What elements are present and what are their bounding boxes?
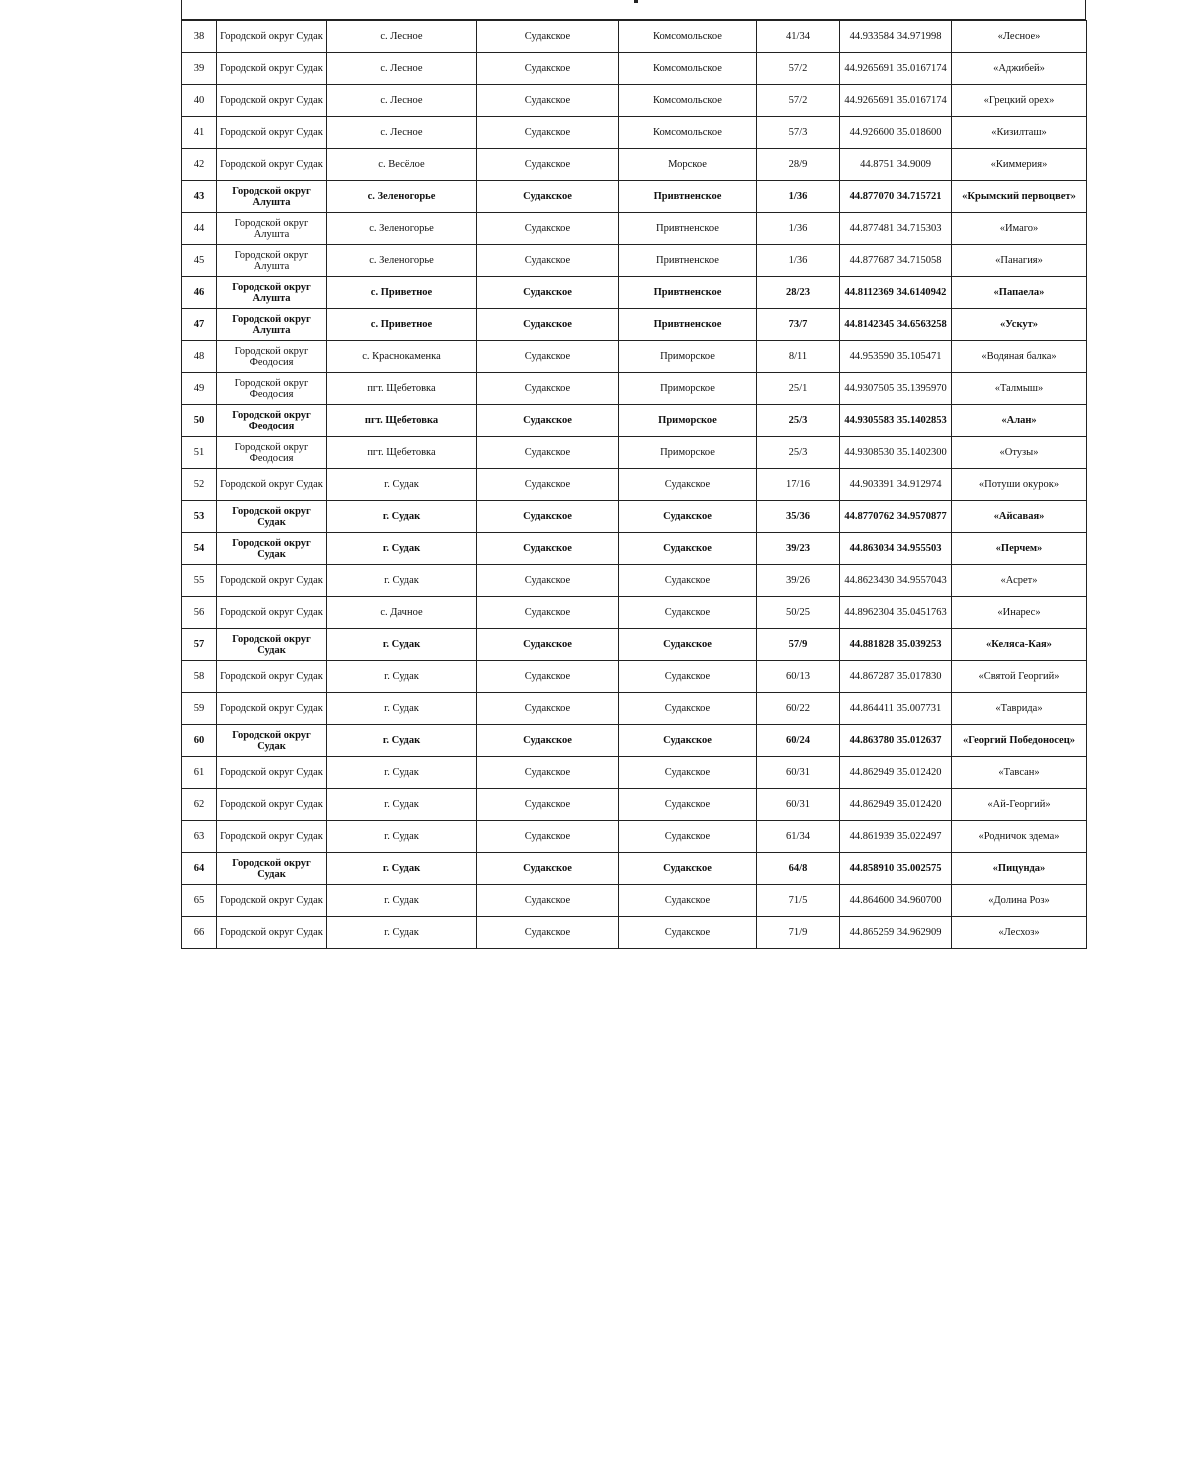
cell-forestry: Судакское [619,565,757,597]
cell-settlement: г. Судак [327,917,477,949]
cell-number: 57 [182,629,217,661]
table-row [182,53,1087,85]
cell-forest-area: Судакское [477,277,619,309]
cell-forestry: Судакское [619,597,757,629]
cell-quarter: 71/5 [757,885,840,917]
cell-number: 51 [182,437,217,469]
cell-object-name: «Тавсан» [952,757,1087,789]
cell-object-name: «Аджибей» [952,53,1087,85]
cell-quarter: 57/2 [757,53,840,85]
cell-district: Городской округ Судак [217,533,327,565]
cell-forest-area: Судакское [477,309,619,341]
cell-quarter: 64/8 [757,853,840,885]
cell-forestry: Привтненское [619,309,757,341]
cell-forest-area: Судакское [477,405,619,437]
cell-forestry: Судакское [619,917,757,949]
cell-district: Городской округ Алушта [217,309,327,341]
cell-district: Городской округ Судак [217,661,327,693]
table-row [182,661,1087,693]
table-row [182,597,1087,629]
cell-settlement: с. Лесное [327,53,477,85]
cell-district: Городской округ Судак [217,85,327,117]
cell-forest-area: Судакское [477,789,619,821]
cell-forestry: Приморское [619,405,757,437]
cell-district: Городской округ Судак [217,501,327,533]
cell-settlement: г. Судак [327,789,477,821]
cell-quarter: 41/34 [757,21,840,53]
cell-district: Городской округ Феодосия [217,373,327,405]
cell-district: Городской округ Судак [217,885,327,917]
cell-settlement: с. Краснокаменка [327,341,477,373]
cell-quarter: 57/2 [757,85,840,117]
cell-number: 42 [182,149,217,181]
cell-quarter: 28/9 [757,149,840,181]
cell-number: 62 [182,789,217,821]
cell-coordinates: 44.9308530 35.1402300 [840,437,952,469]
table-row [182,533,1087,565]
cell-number: 43 [182,181,217,213]
cell-forest-area: Судакское [477,757,619,789]
cell-quarter: 39/26 [757,565,840,597]
cell-quarter: 60/31 [757,757,840,789]
cell-number: 64 [182,853,217,885]
cell-forestry: Судакское [619,757,757,789]
cell-forest-area: Судакское [477,469,619,501]
cell-coordinates: 44.881828 35.039253 [840,629,952,661]
cell-quarter: 1/36 [757,245,840,277]
cell-coordinates: 44.863034 34.955503 [840,533,952,565]
cell-number: 44 [182,213,217,245]
cell-number: 61 [182,757,217,789]
cell-object-name: «Долина Роз» [952,885,1087,917]
cell-district: Городской округ Судак [217,789,327,821]
cell-number: 55 [182,565,217,597]
cell-number: 59 [182,693,217,725]
cell-forestry: Привтненское [619,181,757,213]
cell-number: 54 [182,533,217,565]
cell-quarter: 39/23 [757,533,840,565]
cell-settlement: с. Приветное [327,277,477,309]
cell-forestry: Судакское [619,469,757,501]
table-row [182,373,1087,405]
cell-object-name: «Родничок здема» [952,821,1087,853]
cell-number: 49 [182,373,217,405]
cell-coordinates: 44.864411 35.007731 [840,693,952,725]
cell-forest-area: Судакское [477,85,619,117]
cell-settlement: г. Судак [327,469,477,501]
cell-district: Городской округ Судак [217,53,327,85]
cell-settlement: г. Судак [327,629,477,661]
table-row [182,565,1087,597]
cell-district: Городской округ Судак [217,565,327,597]
cell-object-name: «Водяная балка» [952,341,1087,373]
cell-settlement: г. Судак [327,885,477,917]
cell-number: 52 [182,469,217,501]
table-row [182,21,1087,53]
cell-forestry: Комсомольское [619,53,757,85]
cell-coordinates: 44.933584 34.971998 [840,21,952,53]
cell-forestry: Судакское [619,629,757,661]
cell-settlement: с. Зеленогорье [327,245,477,277]
cell-coordinates: 44.926600 35.018600 [840,117,952,149]
cell-coordinates: 44.903391 34.912974 [840,469,952,501]
cell-quarter: 25/3 [757,405,840,437]
cell-quarter: 57/3 [757,117,840,149]
cell-forestry: Судакское [619,853,757,885]
cell-object-name: «Лесное» [952,21,1087,53]
cell-settlement: пгт. Щебетовка [327,405,477,437]
cell-number: 63 [182,821,217,853]
cell-forest-area: Судакское [477,117,619,149]
cell-district: Городской округ Судак [217,821,327,853]
cell-settlement: с. Зеленогорье [327,181,477,213]
cell-settlement: г. Судак [327,821,477,853]
previous-page-table-edge [181,0,1086,20]
cell-object-name: «Инарес» [952,597,1087,629]
cell-quarter: 71/9 [757,917,840,949]
table-row [182,501,1087,533]
cell-forest-area: Судакское [477,917,619,949]
cell-forestry: Комсомольское [619,117,757,149]
cell-coordinates: 44.9265691 35.0167174 [840,53,952,85]
table-row [182,213,1087,245]
cell-quarter: 60/24 [757,725,840,757]
cell-settlement: с. Весёлое [327,149,477,181]
cell-object-name: «Кизилташ» [952,117,1087,149]
table-row [182,181,1087,213]
cell-number: 65 [182,885,217,917]
cell-coordinates: 44.863780 35.012637 [840,725,952,757]
cell-number: 45 [182,245,217,277]
cell-quarter: 61/34 [757,821,840,853]
cell-forestry: Судакское [619,693,757,725]
cell-coordinates: 44.867287 35.017830 [840,661,952,693]
cell-object-name: «Грецкий орех» [952,85,1087,117]
cell-number: 46 [182,277,217,309]
cell-coordinates: 44.953590 35.105471 [840,341,952,373]
cell-coordinates: 44.8142345 34.6563258 [840,309,952,341]
cell-forest-area: Судакское [477,501,619,533]
cell-quarter: 60/13 [757,661,840,693]
table-row [182,885,1087,917]
registry-table [181,20,1087,949]
cell-district: Городской округ Алушта [217,213,327,245]
cell-settlement: с. Лесное [327,21,477,53]
table-row [182,629,1087,661]
cell-number: 47 [182,309,217,341]
cell-forestry: Комсомольское [619,85,757,117]
cell-settlement: с. Дачное [327,597,477,629]
table-row [182,789,1087,821]
cell-forestry: Судакское [619,533,757,565]
cell-object-name: «Имаго» [952,213,1087,245]
cell-object-name: «Святой Георгий» [952,661,1087,693]
cell-settlement: г. Судак [327,661,477,693]
cell-object-name: «Отузы» [952,437,1087,469]
cell-district: Городской округ Алушта [217,181,327,213]
cell-forest-area: Судакское [477,661,619,693]
table-row [182,117,1087,149]
cell-object-name: «Ай-Георгий» [952,789,1087,821]
cell-forest-area: Судакское [477,21,619,53]
cell-forestry: Привтненское [619,277,757,309]
table-row [182,821,1087,853]
cell-object-name: «Панагия» [952,245,1087,277]
cell-number: 39 [182,53,217,85]
cell-coordinates: 44.8770762 34.9570877 [840,501,952,533]
table-row [182,309,1087,341]
cell-object-name: «Алан» [952,405,1087,437]
cell-object-name: «Георгий Победоносец» [952,725,1087,757]
cell-object-name: «Папаела» [952,277,1087,309]
cell-settlement: г. Судак [327,853,477,885]
cell-settlement: г. Судак [327,501,477,533]
cell-forest-area: Судакское [477,245,619,277]
cell-number: 60 [182,725,217,757]
cell-settlement: г. Судак [327,565,477,597]
table-row [182,149,1087,181]
cell-object-name: «Лесхоз» [952,917,1087,949]
table-row [182,277,1087,309]
cell-forestry: Судакское [619,885,757,917]
cell-coordinates: 44.865259 34.962909 [840,917,952,949]
cell-forest-area: Судакское [477,597,619,629]
table-row [182,469,1087,501]
cell-coordinates: 44.858910 35.002575 [840,853,952,885]
cell-object-name: «Ускут» [952,309,1087,341]
cell-forestry: Приморское [619,373,757,405]
cell-forestry: Судакское [619,725,757,757]
cell-district: Городской округ Судак [217,629,327,661]
cell-settlement: г. Судак [327,725,477,757]
cell-district: Городской округ Судак [217,597,327,629]
cell-forest-area: Судакское [477,373,619,405]
cell-district: Городской округ Судак [217,469,327,501]
cell-coordinates: 44.8962304 35.0451763 [840,597,952,629]
cell-number: 58 [182,661,217,693]
registry-table-body [182,21,1087,949]
cell-coordinates: 44.9265691 35.0167174 [840,85,952,117]
cell-district: Городской округ Феодосия [217,341,327,373]
cell-settlement: г. Судак [327,757,477,789]
table-row [182,693,1087,725]
table-row [182,341,1087,373]
cell-district: Городской округ Судак [217,917,327,949]
table-row [182,757,1087,789]
cell-coordinates: 44.8751 34.9009 [840,149,952,181]
cell-number: 50 [182,405,217,437]
cell-coordinates: 44.864600 34.960700 [840,885,952,917]
cell-settlement: с. Лесное [327,85,477,117]
cell-district: Городской округ Судак [217,725,327,757]
page-mark [634,0,638,3]
cell-object-name: «Перчем» [952,533,1087,565]
table-row [182,245,1087,277]
cell-coordinates: 44.9305583 35.1402853 [840,405,952,437]
cell-number: 38 [182,21,217,53]
cell-forestry: Привтненское [619,213,757,245]
cell-coordinates: 44.9307505 35.1395970 [840,373,952,405]
cell-settlement: г. Судак [327,693,477,725]
cell-quarter: 1/36 [757,181,840,213]
cell-forestry: Судакское [619,661,757,693]
cell-forestry: Приморское [619,341,757,373]
cell-object-name: «Таврида» [952,693,1087,725]
cell-object-name: «Талмыш» [952,373,1087,405]
cell-quarter: 57/9 [757,629,840,661]
cell-forest-area: Судакское [477,565,619,597]
table-row [182,725,1087,757]
cell-number: 66 [182,917,217,949]
table-row [182,853,1087,885]
cell-quarter: 50/25 [757,597,840,629]
cell-settlement: пгт. Щебетовка [327,437,477,469]
cell-quarter: 1/36 [757,213,840,245]
cell-forest-area: Судакское [477,693,619,725]
cell-number: 56 [182,597,217,629]
cell-quarter: 25/3 [757,437,840,469]
cell-forestry: Привтненское [619,245,757,277]
cell-forestry: Судакское [619,789,757,821]
cell-coordinates: 44.8112369 34.6140942 [840,277,952,309]
cell-district: Городской округ Феодосия [217,437,327,469]
cell-district: Городской округ Судак [217,853,327,885]
cell-forest-area: Судакское [477,53,619,85]
cell-district: Городской округ Алушта [217,245,327,277]
table-row [182,437,1087,469]
cell-coordinates: 44.877070 34.715721 [840,181,952,213]
cell-forest-area: Судакское [477,437,619,469]
cell-district: Городской округ Алушта [217,277,327,309]
table-row [182,917,1087,949]
cell-forest-area: Судакское [477,885,619,917]
cell-number: 48 [182,341,217,373]
table-row [182,405,1087,437]
cell-object-name: «Асрет» [952,565,1087,597]
cell-forestry: Комсомольское [619,21,757,53]
cell-forest-area: Судакское [477,149,619,181]
cell-quarter: 25/1 [757,373,840,405]
cell-quarter: 28/23 [757,277,840,309]
cell-forestry: Морское [619,149,757,181]
cell-settlement: с. Зеленогорье [327,213,477,245]
cell-forest-area: Судакское [477,821,619,853]
cell-forest-area: Судакское [477,181,619,213]
cell-district: Городской округ Судак [217,149,327,181]
cell-coordinates: 44.862949 35.012420 [840,757,952,789]
cell-object-name: «Келяса-Кая» [952,629,1087,661]
cell-forestry: Приморское [619,437,757,469]
cell-district: Городской округ Судак [217,117,327,149]
cell-settlement: г. Судак [327,533,477,565]
cell-forestry: Судакское [619,501,757,533]
cell-coordinates: 44.877687 34.715058 [840,245,952,277]
cell-settlement: с. Лесное [327,117,477,149]
cell-object-name: «Пицунда» [952,853,1087,885]
cell-quarter: 17/16 [757,469,840,501]
cell-forest-area: Судакское [477,213,619,245]
cell-quarter: 73/7 [757,309,840,341]
cell-district: Городской округ Судак [217,21,327,53]
cell-object-name: «Потуши окурок» [952,469,1087,501]
cell-district: Городской округ Судак [217,693,327,725]
cell-forestry: Судакское [619,821,757,853]
table-row [182,85,1087,117]
cell-object-name: «Киммерия» [952,149,1087,181]
cell-number: 53 [182,501,217,533]
cell-coordinates: 44.861939 35.022497 [840,821,952,853]
cell-forest-area: Судакское [477,853,619,885]
cell-number: 40 [182,85,217,117]
cell-quarter: 35/36 [757,501,840,533]
cell-forest-area: Судакское [477,341,619,373]
cell-coordinates: 44.8623430 34.9557043 [840,565,952,597]
cell-forest-area: Судакское [477,629,619,661]
cell-object-name: «Айсавая» [952,501,1087,533]
cell-object-name: «Крымский первоцвет» [952,181,1087,213]
cell-coordinates: 44.862949 35.012420 [840,789,952,821]
cell-coordinates: 44.877481 34.715303 [840,213,952,245]
cell-settlement: с. Приветное [327,309,477,341]
cell-quarter: 60/22 [757,693,840,725]
cell-settlement: пгт. Щебетовка [327,373,477,405]
cell-district: Городской округ Феодосия [217,405,327,437]
cell-quarter: 60/31 [757,789,840,821]
cell-forest-area: Судакское [477,725,619,757]
cell-number: 41 [182,117,217,149]
cell-quarter: 8/11 [757,341,840,373]
cell-district: Городской округ Судак [217,757,327,789]
cell-forest-area: Судакское [477,533,619,565]
